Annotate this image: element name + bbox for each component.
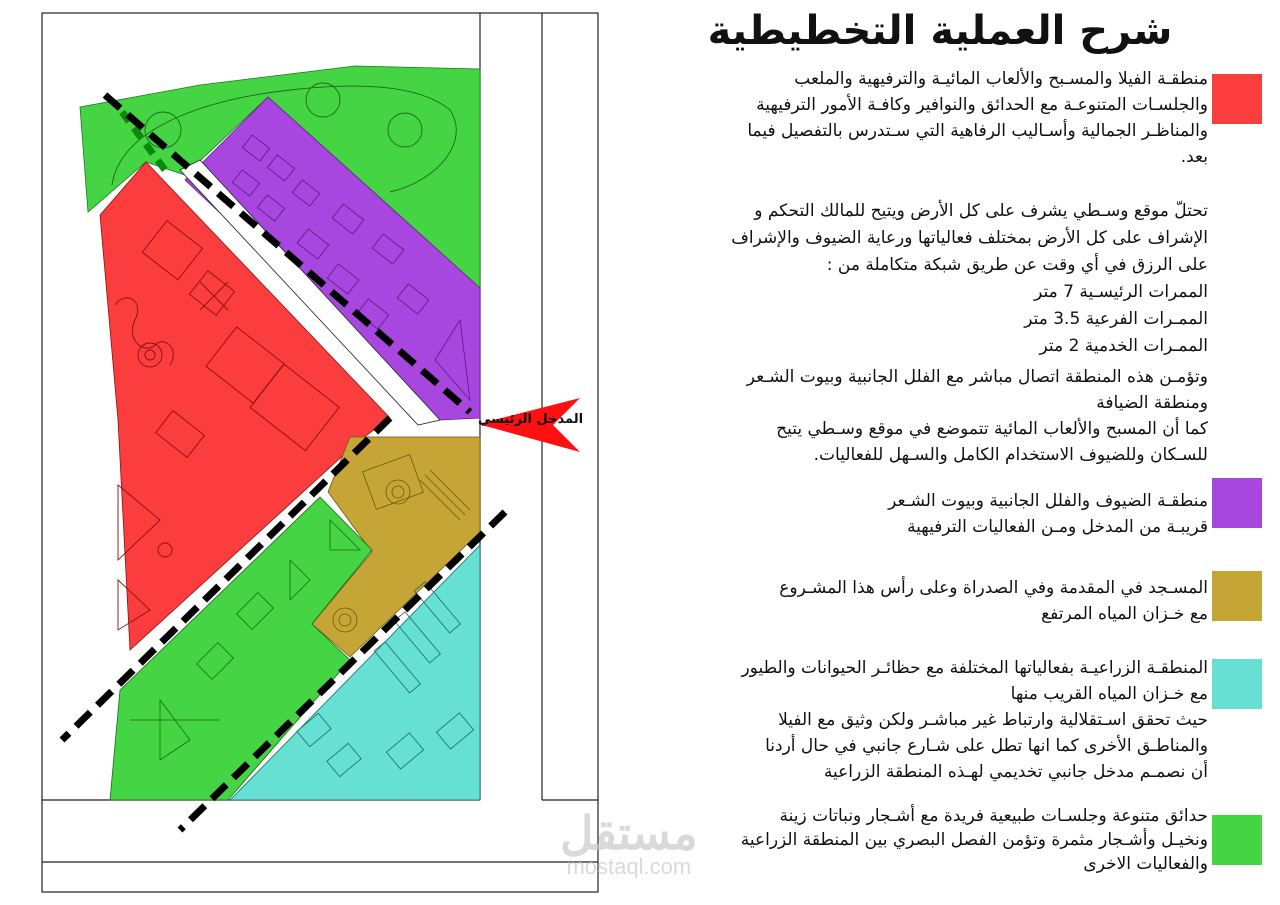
legend-line: مع خـزان المياه المرتفع [1041,604,1208,624]
legend-line: والمناظـر الجمالية وأسـاليب الرفاهية التي سـتدرس بالتفصيل فيما [747,121,1208,141]
swatch-gardens [1212,815,1262,865]
legend-gardens [741,804,1208,876]
legend-line: ونخيـل وأشـجار مثمرة وتؤمن الفصل البصري بين المنطقة الزراعية [740,830,1208,850]
swatch-mosque [1212,571,1262,621]
legend-line: حدائق متنوعة وجلسـات طبيعية فريدة مع أشـجار ونباتات زينة [779,806,1208,826]
legend-line: الممرات الرئيسـية 7 متر [1034,282,1208,302]
legend-line: المنطقـة الزراعيـة بفعالياتها المختلفة مع حظائـر الحيوانات والطيور [741,658,1208,678]
legend-line: والمناطـق الأخرى كما انها تطل على شـارع جانبي في حال أردنا [765,736,1208,756]
legend-guests [888,488,1208,540]
legend-line: تحتلّ موقع وسـطي يشرف على كل الأرض ويتيح للمالك التحكم و [754,201,1208,221]
legend-line: قريبـة من المدخل ومـن الفعاليات الترفيهية [907,517,1208,537]
entrance-label: المدخل الرئيسي [478,412,584,427]
legend-line: أن نصمـم مدخل جانبي تخديمي لهـذه المنطقة الزراعية [823,762,1208,782]
legend-line: والجلسـات المتنوعـة مع الحدائق والنوافير وكافـة الأمور الترفيهية [756,95,1208,115]
legend-line: بعد. [1180,147,1208,167]
legend-villa [747,66,1208,170]
legend-villa-details [731,198,1208,360]
legend-agriculture [741,655,1208,785]
legend-line: للسـكان وللضيوف الاستخدام الكامل والسـهل للفعاليات. [813,445,1208,465]
legend-line: الإشراف على كل الأرض بمختلف فعالياتها ورعاية الضيوف والإشراف [731,228,1208,248]
legend-line: والفعاليات الاخرى [1083,854,1208,874]
legend-line: حيث تحقق اسـتقلالية وارتباط غير مباشـر ولكن وثيق مع الفيلا [778,710,1208,730]
legend-line: الممـرات الفرعية 3.5 متر [1024,309,1208,329]
legend-line: الممـرات الخدمية 2 متر [1039,336,1208,356]
swatch-agriculture [1212,659,1262,709]
legend-line: على الرزق في أي وقت عن طريق شبكة متكاملة من : [826,255,1208,275]
watermark-arabic: مستقل [560,807,698,859]
watermark-latin: mostaql.com [566,854,692,879]
watermark [560,807,698,879]
legend-mosque [779,575,1208,627]
legend-line: كما أن المسبح والألعاب المائية تتموضع في موقع وسـطي يتيح [776,419,1208,439]
legend-line: المسـجد في المقدمة وفي الصدراة وعلى رأس هذا المشـروع [779,578,1208,598]
page-title: شرح العملية التخطيطية [707,8,1173,54]
legend-line: منطقـة الضيوف والفلل الجانبية وبيوت الشـعر [888,491,1208,511]
swatch-guests [1212,478,1262,528]
legend-line: ومنطقة الضيافة [1096,393,1208,413]
legend-line: منطقـة الفيلا والمسـبح والألعاب المائيـة والترفيهية والملعب [794,69,1208,89]
swatch-villa [1212,74,1262,124]
legend-villa-details-2 [747,364,1208,468]
legend-line: مع خـزان المياه القريب منها [1010,684,1208,704]
legend-line: وتؤمـن هذه المنطقة اتصال مباشر مع الفلل الجانبية وبيوت الشـعر [746,367,1208,387]
